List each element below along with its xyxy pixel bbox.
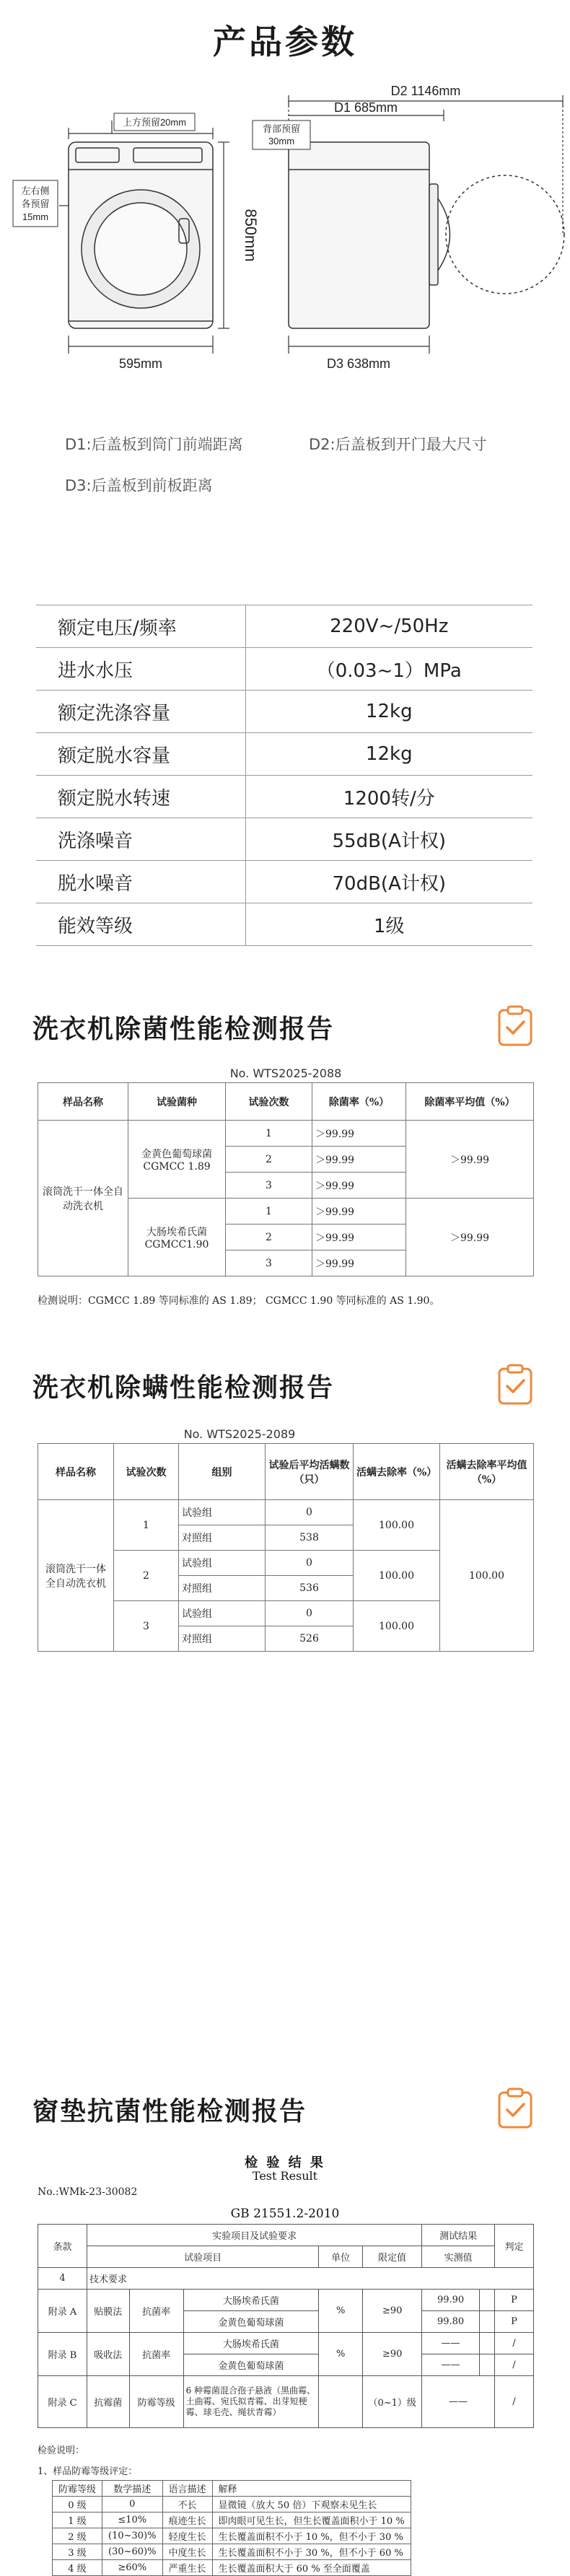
r3-clause: 附录 C	[38, 2376, 87, 2428]
r3-pad	[479, 2290, 494, 2311]
report1-number: No. WTS2025-2088	[229, 1066, 342, 1080]
grade-level: 4 级	[53, 2560, 102, 2576]
r1-rate: ＞99.99	[312, 1147, 406, 1173]
grade-level: 0 级	[53, 2497, 102, 2513]
report1-title-text: 洗衣机除菌性能检测报告	[32, 1015, 335, 1044]
grade-word: 严重生长	[162, 2560, 212, 2576]
r2-header: 活螨去除率平均值（%）	[440, 1444, 534, 1500]
grade-row	[53, 2560, 411, 2576]
d2-label: D2 1146mm	[390, 84, 461, 98]
clipboard-check-icon	[496, 1004, 534, 1048]
spec-row	[36, 903, 532, 946]
back-clearance-line-2: 30mm	[268, 136, 295, 146]
r2-header: 试验后平均活螨数（只）	[266, 1444, 354, 1500]
r3-strain: 大肠埃希氏菌	[183, 2333, 319, 2354]
r3-pad	[479, 2311, 494, 2333]
side-clearance-line-3: 15mm	[22, 211, 49, 222]
spec-row	[36, 776, 532, 818]
r3-pad	[479, 2354, 494, 2376]
note-d1: D1:后盖板到筒门前端距离	[65, 436, 243, 453]
spec-value: 12kg	[245, 691, 532, 733]
clipboard-check-icon	[496, 1363, 534, 1406]
grade-math: (10~30)%	[102, 2528, 162, 2544]
r3-value: ——	[422, 2376, 495, 2428]
spec-key: 脱水噪音	[36, 861, 245, 903]
r2-rate: 100.00	[354, 1601, 440, 1652]
r2-group: 对照组	[179, 1576, 266, 1601]
r1-sample: 滚筒洗干一体全自动洗衣机	[38, 1121, 128, 1276]
r2-count: 526	[266, 1626, 354, 1652]
r3-type: 防霉等级	[129, 2376, 183, 2428]
grade-header: 解释	[212, 2481, 411, 2497]
r1-header: 除菌率平均值（%）	[406, 1083, 534, 1121]
grade-row	[53, 2497, 411, 2513]
r1-run: 2	[226, 1225, 312, 1250]
grade-desc: 即肉眼可见生长，但生长覆盖面积小于 10 %	[212, 2513, 411, 2528]
spec-row	[36, 605, 532, 648]
r2-run: 2	[114, 1551, 179, 1601]
r3-section-label: 技术要求	[87, 2268, 533, 2290]
grade-math: 0	[102, 2497, 162, 2513]
report3-notes	[38, 2443, 534, 2576]
grade-desc: 生长覆盖面积不小于 30 %，但不小于 60 %	[212, 2544, 411, 2560]
report1-note: 检测说明：CGMCC 1.89 等同标准的 AS 1.89； CGMCC 1.90 等同标准的 AS 1.90。	[38, 1295, 440, 1307]
side-clearance-line-2: 各预留	[21, 198, 50, 209]
d1-label: D1 685mm	[333, 100, 398, 115]
grade-level: 2 级	[53, 2528, 102, 2544]
dimension-diagrams	[0, 61, 570, 393]
r1-rate: ＞99.99	[312, 1199, 406, 1225]
r3-method: 吸收法	[87, 2333, 129, 2376]
r3-value: 99.90	[422, 2290, 480, 2311]
grade-word: 轻度生长	[162, 2528, 212, 2544]
grade-desc: 显微镜（放大 50 倍）下观察未见生长	[212, 2497, 411, 2513]
report3-table	[38, 2224, 534, 2428]
grade-word: 不长	[162, 2497, 212, 2513]
r2-count: 0	[266, 1551, 354, 1576]
spec-key: 额定脱水转速	[36, 776, 245, 818]
spec-row	[36, 648, 532, 691]
r1-strain: 大肠埃希氏菌 CGMCC1.90	[128, 1199, 226, 1276]
spec-value: （0.03~1）MPa	[245, 648, 532, 691]
r1-rate: ＞99.99	[312, 1121, 406, 1147]
height-label: 850mm	[242, 209, 260, 262]
r3-unit: %	[319, 2333, 363, 2376]
grade-header: 数学描述	[102, 2481, 162, 2497]
width-label: 595mm	[118, 356, 163, 371]
r2-count: 538	[266, 1525, 354, 1551]
r3-limit: ≥90	[363, 2333, 422, 2376]
r2-count: 0	[266, 1500, 354, 1525]
r2-header: 试验次数	[114, 1444, 179, 1500]
r1-avg: ＞99.99	[406, 1199, 534, 1276]
report1-table	[38, 1082, 534, 1276]
r3-limit: ≥90	[363, 2290, 422, 2333]
r1-rate: ＞99.99	[312, 1225, 406, 1250]
r3-unit: %	[319, 2290, 363, 2333]
side-clearance-line-1: 左右侧	[21, 185, 50, 196]
r3-desc: 6 种霉菌混合孢子悬液（黑曲霉、土曲霉、宛氏拟青霉、出芽短梗霉、球毛壳、绳状青霉）	[183, 2376, 319, 2428]
grade-desc: 生长覆盖面积不小于 10 %，但不小于 30 %	[212, 2528, 411, 2544]
r2-group: 对照组	[179, 1525, 266, 1551]
spec-table	[36, 605, 532, 946]
r3-judge: P	[495, 2311, 534, 2333]
r2-count: 0	[266, 1601, 354, 1626]
r2-group: 对照组	[179, 1626, 266, 1652]
note-d2: D2:后盖板到开门最大尺寸	[309, 436, 487, 453]
r3-sub-unit: 单位	[319, 2246, 363, 2268]
report2-table	[38, 1443, 534, 1652]
r3-sub-req: 试验项目	[87, 2246, 318, 2268]
r3-judge: /	[495, 2354, 534, 2376]
report2-number: No. WTS2025-2089	[183, 1427, 296, 1441]
spec-value: 220V~/50Hz	[245, 605, 532, 648]
spec-row	[36, 818, 532, 861]
r2-group: 试验组	[179, 1500, 266, 1525]
grade-header-row	[53, 2481, 411, 2497]
r3-clause: 附录 A	[38, 2290, 87, 2333]
spec-value: 1200转/分	[245, 776, 532, 818]
report2-title-text: 洗衣机除螨性能检测报告	[32, 1373, 335, 1403]
r3-note-label: 检验说明：	[38, 2445, 85, 2456]
spec-key: 额定脱水容量	[36, 733, 245, 776]
grade-desc: 生长覆盖面积大于 60 % 至全面覆盖	[212, 2560, 411, 2576]
report3-heading: 检 验 结 果	[245, 2155, 325, 2170]
r2-run: 1	[114, 1500, 179, 1551]
grade-table	[52, 2480, 411, 2576]
r3-method: 抗霉菌	[87, 2376, 129, 2428]
r2-group: 试验组	[179, 1601, 266, 1626]
r1-header: 样品名称	[38, 1083, 128, 1121]
spec-key: 额定电压/频率	[36, 605, 245, 648]
side-view-machine	[289, 142, 450, 328]
r1-header: 除菌率（%）	[312, 1083, 406, 1121]
r2-header: 组别	[179, 1444, 266, 1500]
r1-header: 试验次数	[226, 1083, 312, 1121]
grade-header: 语言描述	[162, 2481, 212, 2497]
r2-count: 536	[266, 1576, 354, 1601]
grade-row	[53, 2544, 411, 2560]
spec-row	[36, 691, 532, 733]
grade-level: 1 级	[53, 2513, 102, 2528]
r3-sub-actual: 实测值	[422, 2246, 495, 2268]
r3-col-item: 条款	[38, 2225, 87, 2268]
r3-method: 贴膜法	[87, 2290, 129, 2333]
r1-header: 试验菌种	[128, 1083, 226, 1121]
report3-title	[32, 2091, 307, 2128]
r3-strain: 金黄色葡萄球菌	[183, 2311, 319, 2333]
r3-clause: 附录 B	[38, 2333, 87, 2376]
r2-avg: 100.00	[440, 1500, 534, 1652]
r3-col-verdict: 判定	[495, 2225, 534, 2268]
r1-run: 2	[226, 1147, 312, 1173]
grade-row	[53, 2528, 411, 2544]
spec-key: 能效等级	[36, 903, 245, 946]
r3-section-no: 4	[38, 2268, 87, 2290]
report2-title	[32, 1367, 334, 1404]
page-title: 产品参数	[213, 22, 357, 61]
clipboard-check-icon	[496, 2087, 534, 2130]
note-d3: D3:后盖板到前板距离	[65, 477, 213, 494]
r3-col-req: 实验项目及试验要求	[87, 2225, 421, 2246]
report3-standard: GB 21551.2-2010	[230, 2207, 340, 2221]
r2-sample: 滚筒洗干一体全自动洗衣机	[38, 1500, 114, 1652]
r3-pad	[479, 2333, 494, 2354]
grade-math: (30~60)%	[102, 2544, 162, 2560]
spec-key: 进水水压	[36, 648, 245, 691]
r2-header: 样品名称	[38, 1444, 114, 1500]
spec-value: 1级	[245, 903, 532, 946]
r3-judge: /	[495, 2376, 534, 2428]
r3-note-item: 1、样品防霉等级评定：	[38, 2466, 138, 2477]
r1-run: 3	[226, 1250, 312, 1276]
grade-level: 3 级	[53, 2544, 102, 2560]
spec-key: 洗涤噪音	[36, 818, 245, 861]
spec-row	[36, 861, 532, 903]
spec-value: 70dB(A计权)	[245, 861, 532, 903]
r1-strain: 金黄色葡萄球菌 CGMCC 1.89	[128, 1121, 226, 1199]
r1-rate: ＞99.99	[312, 1250, 406, 1276]
report3-heading-en: Test Result	[252, 2169, 318, 2183]
spec-key: 额定洗涤容量	[36, 691, 245, 733]
r2-rate: 100.00	[354, 1551, 440, 1601]
r1-run: 1	[226, 1121, 312, 1147]
top-clearance-label: 上方预留20mm	[122, 117, 187, 128]
r3-value: 99.80	[422, 2311, 480, 2333]
r3-sub-limit: 限定值	[363, 2246, 422, 2268]
r3-judge: P	[495, 2290, 534, 2311]
report3-number: No.:WMk-23-30082	[38, 2186, 138, 2198]
r3-unit	[319, 2376, 363, 2428]
r3-strain: 金黄色葡萄球菌	[183, 2354, 319, 2376]
r3-judge: /	[495, 2333, 534, 2354]
front-view-machine	[69, 142, 213, 328]
r2-run: 3	[114, 1601, 179, 1652]
grade-word: 中度生长	[162, 2544, 212, 2560]
r3-limit: （0~1）级	[363, 2376, 422, 2428]
spec-row	[36, 733, 532, 776]
r3-value: ——	[422, 2354, 480, 2376]
r3-type: 抗菌率	[129, 2333, 183, 2376]
grade-math: ≤10%	[102, 2513, 162, 2528]
r1-avg: ＞99.99	[406, 1121, 534, 1199]
report1-title	[32, 1009, 334, 1046]
d3-label: D3 638mm	[326, 356, 391, 371]
r3-strain: 大肠埃希氏菌	[183, 2290, 319, 2311]
r3-col-result: 测试结果	[422, 2225, 495, 2246]
r1-run: 1	[226, 1199, 312, 1225]
door-swing-circle	[446, 175, 564, 294]
r1-rate: ＞99.99	[312, 1173, 406, 1199]
report3-title-text: 窗垫抗菌性能检测报告	[32, 2097, 307, 2126]
grade-header: 防霉等级	[53, 2481, 102, 2497]
r3-value: ——	[422, 2333, 480, 2354]
grade-row	[53, 2513, 411, 2528]
r2-group: 试验组	[179, 1551, 266, 1576]
dimension-notes	[0, 433, 570, 520]
spec-value: 55dB(A计权)	[245, 818, 532, 861]
grade-word: 痕迹生长	[162, 2513, 212, 2528]
r2-header: 活螨去除率（%）	[354, 1444, 440, 1500]
grade-math: ≥60%	[102, 2560, 162, 2576]
r2-rate: 100.00	[354, 1500, 440, 1551]
back-clearance-line-1: 背部预留	[262, 123, 301, 134]
r1-run: 3	[226, 1173, 312, 1199]
r3-type: 抗菌率	[129, 2290, 183, 2333]
spec-value: 12kg	[245, 733, 532, 776]
